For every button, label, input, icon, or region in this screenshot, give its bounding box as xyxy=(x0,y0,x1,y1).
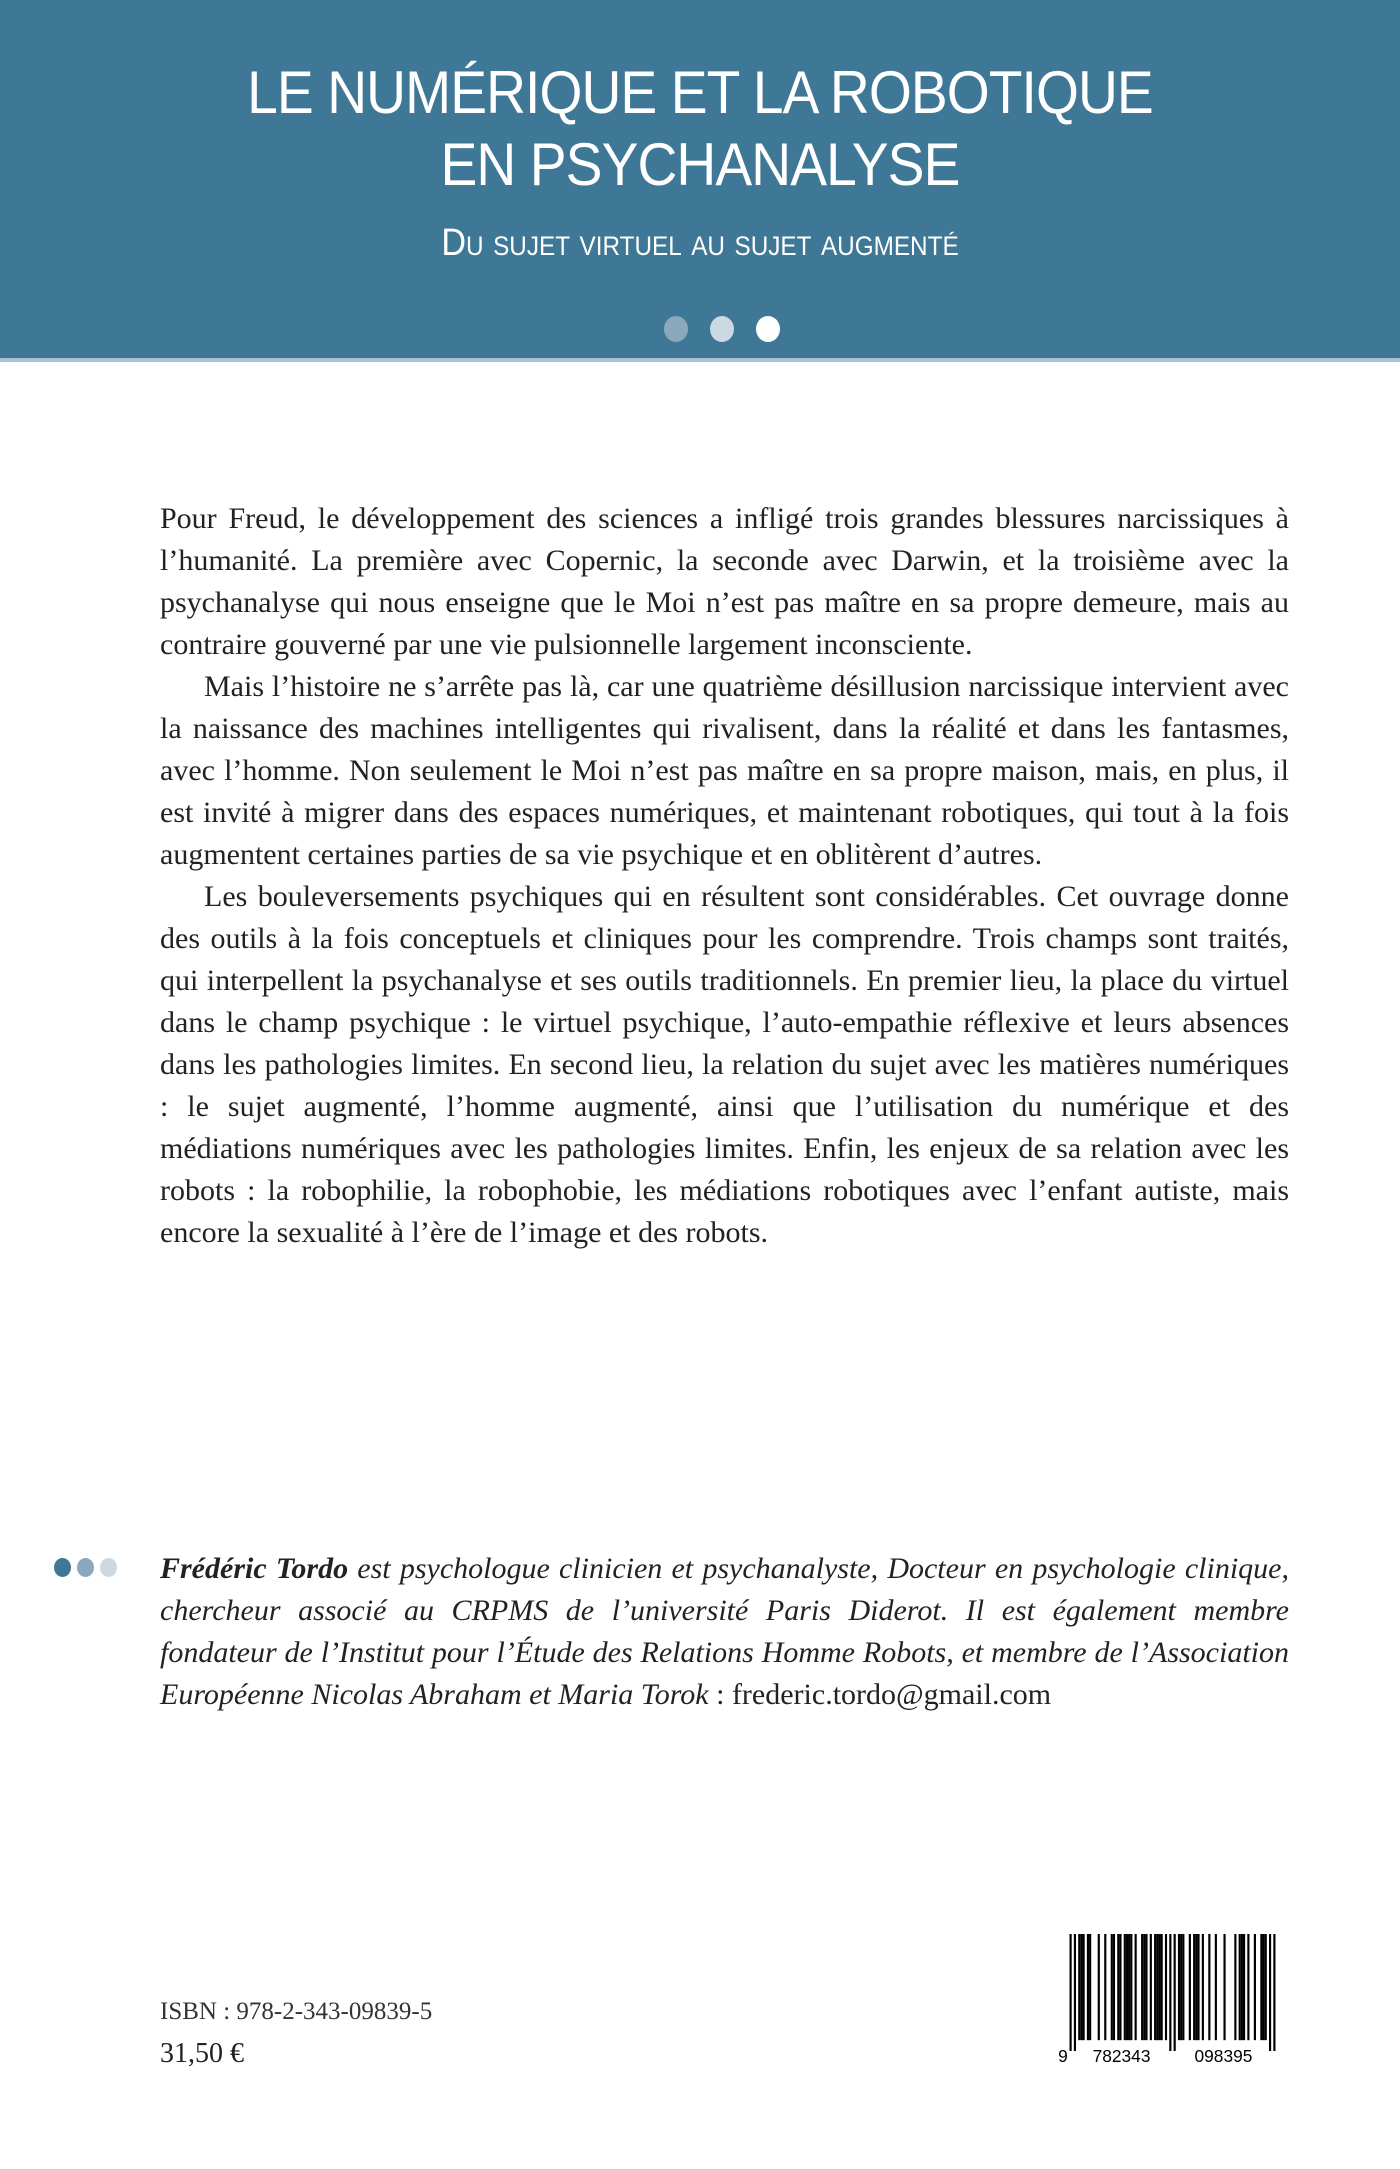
barcode-bar xyxy=(1260,1934,1262,2040)
barcode-bar xyxy=(1141,1934,1143,2040)
barcode-bar xyxy=(1195,1934,1197,2040)
barcode-bar xyxy=(1208,1934,1210,2040)
book-title-line2: EN PSYCHANALYSE xyxy=(440,131,960,198)
barcode-bar xyxy=(1143,1934,1145,2040)
barcode-bar xyxy=(1135,1934,1137,2040)
dot-icon xyxy=(756,316,780,342)
barcode-bar xyxy=(1178,1934,1180,2040)
barcode-bar xyxy=(1128,1934,1130,2040)
barcode-bar xyxy=(1215,1934,1217,2040)
dot-icon xyxy=(100,1558,117,1577)
barcode-digits: 098395 xyxy=(1194,2045,1253,2064)
barcode-bar xyxy=(1193,1934,1195,2040)
barcode-bar xyxy=(1150,1934,1152,2040)
barcode-bar xyxy=(1254,1934,1256,2040)
barcode-bar xyxy=(1074,1934,1076,2051)
author-dots xyxy=(54,1558,117,1577)
barcode-bar xyxy=(1130,1934,1132,2040)
barcode-bar xyxy=(1239,1934,1241,2040)
barcode-bar xyxy=(1273,1934,1275,2051)
barcode-bar xyxy=(1080,1934,1082,2040)
decorative-dots xyxy=(664,316,780,342)
barcode-bar xyxy=(1098,1934,1100,2040)
barcode-bar xyxy=(1145,1934,1147,2040)
barcode-digits: 9 xyxy=(1058,2045,1068,2064)
author-email[interactable]: frederic.tordo@gmail.com xyxy=(731,1678,1052,1711)
barcode-bar xyxy=(1161,1934,1163,2040)
barcode-bar xyxy=(1083,1934,1085,2040)
barcode-bar xyxy=(1202,1934,1204,2040)
barcode-bar xyxy=(1087,1934,1089,2040)
barcode-bar xyxy=(1182,1934,1184,2040)
barcode-digits: 782343 xyxy=(1092,2045,1151,2064)
summary-paragraph: Mais l’histoire ne s’arrête pas là, car une quatrième désillusion narcissique intervient avec la naissance des machines intelligentes qui rivalisent, dans la réalité et dans les fantasmes, avec l’homme. Non seulement le Moi n’est pas maître en sa propre maison, mais, en plus, il est invité à migrer dans des espaces numériques, et maintenant robotiques, qui tout à la fois augmentent certaines parties de sa vie psychique et en oblitèrent d’autres. xyxy=(160,670,1289,871)
book-subtitle: Du sujet virtuel au sujet augmenté xyxy=(441,222,959,264)
barcode-bar xyxy=(1262,1934,1264,2040)
barcode-bar xyxy=(1169,1934,1171,2051)
barcode-bar xyxy=(1174,1934,1176,2051)
cover-header xyxy=(0,0,1400,362)
dot-icon xyxy=(77,1558,94,1577)
author-name: Frédéric Tordo xyxy=(160,1552,349,1585)
dot-icon xyxy=(710,316,734,342)
barcode-bar xyxy=(1070,1934,1072,2051)
barcode-bar xyxy=(1265,1934,1267,2040)
author-bio xyxy=(160,1548,1289,1716)
isbn: ISBN : 978-2-343-09839-5 xyxy=(160,1998,433,2025)
barcode-bar xyxy=(1154,1934,1156,2040)
author-separator: : xyxy=(708,1678,732,1711)
barcode-bar xyxy=(1104,1934,1106,2040)
author-bio-text: est psychologue clinicien et psychanalyste, Docteur en psychologie clinique, chercheur associé au CRPMS de l’université Paris Diderot. Il est également membre fondateur de l’Institut pour l’Étude des Relations Homme Robots, et membre de l’Association Européenne Nicolas Abraham et Maria Torok xyxy=(160,1552,1289,1711)
barcode-bar xyxy=(1124,1934,1126,2040)
barcode-bar xyxy=(1234,1934,1236,2040)
barcode-bar xyxy=(1113,1934,1115,2040)
summary-paragraph: Les bouleversements psychiques qui en résultent sont considérables. Cet ouvrage donne des outils à la fois conceptuels et cliniques pour les comprendre. Trois champs sont traités, qui interpellent la psychanalyse et ses outils traditionnels. En premier lieu, la place du virtuel dans le champ psychique : le virtuel psychique, l’auto-empathie réflexive et leurs absences dans les pathologies limites. En second lieu, la relation du sujet avec les matières numériques : le sujet augmenté, l’homme augmenté, ainsi que l’utilisation du numérique et des médiations numériques avec les pathologies limites. Enfin, les enjeux de sa relation avec les robots : la robophilie, la robophobie, les médiations robotiques avec l’enfant autiste, mais encore la sexualité à l’ère de l’image et des robots. xyxy=(160,880,1289,1249)
barcode-bar xyxy=(1078,1934,1080,2040)
barcode-bar xyxy=(1111,1934,1113,2040)
barcode-bar xyxy=(1197,1934,1199,2040)
barcode-bar xyxy=(1180,1934,1182,2040)
summary-text xyxy=(160,498,1289,1254)
barcode-bar xyxy=(1223,1934,1225,2040)
barcode-bar xyxy=(1119,1934,1121,2040)
barcode-bar xyxy=(1189,1934,1191,2040)
barcode-bar xyxy=(1158,1934,1160,2040)
price: 31,50 € xyxy=(160,2038,244,2069)
barcode-bar xyxy=(1156,1934,1158,2040)
barcode-bar xyxy=(1126,1934,1128,2040)
summary-paragraph: Pour Freud, le développement des sciences a infligé trois grandes blessures narcissiques à l’humanité. La première avec Copernic, la seconde avec Darwin, et la troisième avec la psychanalyse qui nous enseigne que le Moi n’est pas maître en sa propre demeure, mais au contraire gouverné par une vie pulsionnelle largement inconsciente. xyxy=(160,502,1289,661)
barcode-bar xyxy=(1241,1934,1243,2040)
barcode-bar xyxy=(1165,1934,1167,2040)
barcode-bar xyxy=(1269,1934,1271,2051)
barcode-bar xyxy=(1247,1934,1249,2040)
barcode-bar xyxy=(1117,1934,1119,2040)
book-title-line1: LE NUMÉRIQUE ET LA ROBOTIQUE xyxy=(247,59,1153,126)
barcode xyxy=(1050,1934,1295,2064)
dot-icon xyxy=(54,1558,71,1577)
barcode-bar xyxy=(1243,1934,1245,2040)
barcode-bar xyxy=(1089,1934,1091,2040)
dot-icon xyxy=(664,316,688,342)
